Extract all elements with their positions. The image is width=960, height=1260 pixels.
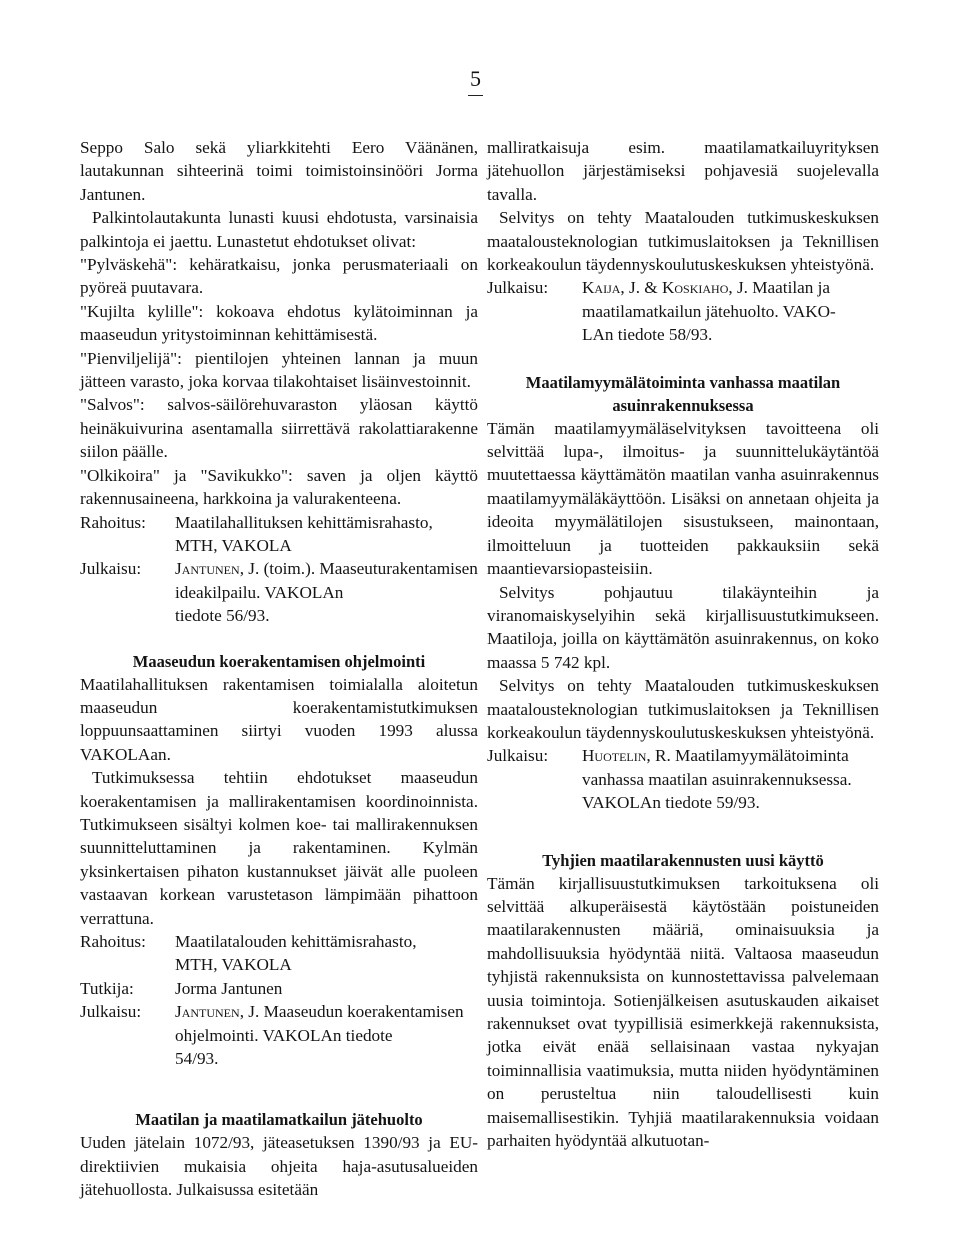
researcher-value: Jorma Jantunen xyxy=(175,978,283,998)
section4-paragraph-1: Tämän maatilamyymäläselvityksen tavoitteena oli selvittää lupa-, ilmoitus- ja suunnittelukäytäntöä muutettaessa käyttämätön maatilan vanha asuinrakennus maatilamyymäläkäyttöön. Lisäksi on annetaan ohjeita ja ideoita myymälätilojen sisustukseen, mainontaan, ilmoitteluun ja tuotteiden pakkauksiin sekä maantievarsiopasteisiin. xyxy=(487,418,879,579)
entry-kujilta-kylille: "Kujilta kylille": kokoava ehdotus kylätoiminnan ja maaseudun yritystoiminnan kehittämisestä. xyxy=(80,301,478,345)
section2-paragraph-2: Tutkimuksessa tehtiin ehdotukset maaseudun koerakentamisen ja mallirakentamisen koordinoinnista. Tutkimukseen sisältyi kolmen koe- tai mallirakennuksen suunnitteluttaminen ja rakentaminen. Kylmän yksinkertaisen pihaton kustannukset jäivät alle puoleen vastaavan korkean varustetason lämpimään pihattoon verrattuna. xyxy=(80,768,478,928)
publication-series: LAn tiedote 58/93. xyxy=(582,325,713,345)
publication-series: 54/93. xyxy=(175,1049,219,1069)
section-heading-koerakentaminen: Maaseudun koerakentamisen ohjelmointi xyxy=(132,651,426,671)
publication-title: , J. Maaseudun koerakentamisen ohjelmointi. VAKOLAn tiedote xyxy=(175,1002,464,1045)
publication-label: Julkaisu: xyxy=(487,278,549,298)
publication-row-3 xyxy=(487,276,879,346)
publication-label: Julkaisu: xyxy=(80,1002,142,1022)
publication-series: tiedote 56/93. xyxy=(175,606,270,626)
publication-author: Kaija, J. & Koskiaho xyxy=(582,278,729,298)
publication-author: Jantunen xyxy=(175,1002,240,1022)
funding-label: Rahoitus: xyxy=(80,512,146,532)
funding-value-line2: MTH, VAKOLA xyxy=(175,535,292,555)
entry-salvos: "Salvos": salvos-säilörehuvaraston yläosan käyttö heinäkuivurina asentamalla siirrettävä rakolattiarakenne siilon päälle. xyxy=(80,395,478,462)
continuation-paragraph: malliratkaisuja esim. maatilamatkailuyrityksen jätehuollon järjestämiseksi pohjavesiä suojelevalla tavalla. xyxy=(487,138,879,204)
entry-pienviljelija: "Pienviljelijä": pientilojen yhteinen lannan ja muun jätteen varasto, joka korvaa tilakohtaiset lisäinvestoinnit. xyxy=(80,348,478,392)
funding-value-line1: Maatilahallituksen kehittämisrahasto, xyxy=(175,512,433,532)
publication-author: Jantunen xyxy=(175,559,240,579)
publication-title-line2: maatilamatkailun jätehuolto. VAKO- xyxy=(582,301,836,321)
researcher-row xyxy=(80,977,478,1000)
right-column xyxy=(487,136,879,1152)
publication-title: , J. Maatilan ja xyxy=(728,278,831,298)
funding-value-line2: MTH, VAKOLA xyxy=(175,955,292,975)
section-heading-jatehuolto: Maatilan ja maatilamatkailun jätehuolto xyxy=(135,1110,423,1130)
publication-title: , J. (toim.). Maaseuturakentamisen ideakilpailu. VAKOLAn xyxy=(175,559,478,602)
section2-paragraph-1: Maatilahallituksen rakentamisen toimialalla aloitetun maaseudun koerakentamistutkimuksen loppuunsaattaminen siirtyi vuoden 1993 alussa VAKOLAan. xyxy=(80,674,478,764)
page-number: 5 xyxy=(468,66,483,96)
funding-row-1 xyxy=(80,511,478,558)
funding-value-line1: Maatilatalouden kehittämisrahasto, xyxy=(175,932,417,951)
section5-paragraph-1: Tämän kirjallisuustutkimuksen tarkoituksena oli selvittää alkuperäisestä käytöstään poistuneiden maatilarakennusten määriä, ominaisuuksia ja mahdollisuuksia hyödyntää niitä. Valtaosa maaseudun tyhjistä rakennuksista on kunnostettavissa palvelemaan uusia toimintoja. Sotienjälkeisen asutuskauden aikaiset rakennukset ovat tyypillisiä esimerkkejä rakennuksista, jotka eivät enää sellaisinaan vastaa nykyajan toiminnallisia vaatimuksia, mutta niiden hyödyntäminen on perusteltua niin taloudellisesti kuin maisemallisestikin. Tyhjiä maatilarakennuksia voidaan parhaiten hyödyntää alkutuotan- xyxy=(487,873,879,1151)
section3-paragraph-1: Uuden jätelain 1072/93, jäteasetuksen 1390/93 ja EU-direktiivien mukaisia ohjeita haja-asutusalueiden jätehuollosta. Julkaisussa esitetään xyxy=(80,1133,478,1200)
publication-label: Julkaisu: xyxy=(487,746,549,766)
funding-row-2 xyxy=(80,930,478,977)
funding-label: Rahoitus: xyxy=(80,932,146,951)
intro-paragraph-2: Palkintolautakunta lunasti kuusi ehdotusta, varsinaisia palkintoja ei jaettu. Lunastetut ehdotukset olivat: xyxy=(80,208,478,251)
publication-title: , R. Maatilamyymälätoiminta vanhassa maatilan asuinrakennuksessa. VAKOLAn tiedote 59/93. xyxy=(582,746,852,813)
section-heading-maatilamyymala: Maatilamyymälätoiminta vanhassa maatilan asuinrakennuksessa xyxy=(525,372,841,415)
survey-paragraph-1: Selvitys on tehty Maatalouden tutkimuskeskuksen maatalousteknologian tutkimuslaitoksen ja Teknillisen korkeakoulun täydennyskoulutuskeskuksen yhteistyönä. xyxy=(487,208,879,275)
left-column xyxy=(80,136,478,1202)
publication-author: Huotelin xyxy=(582,746,647,766)
entry-pylvaskeha: "Pylväskehä": kehäratkaisu, jonka perusmateriaali on pyöreä puutavara. xyxy=(80,255,478,298)
publication-row-2 xyxy=(80,1000,478,1070)
publication-label: Julkaisu: xyxy=(80,559,142,579)
section-heading-tyhjat-rakennukset: Tyhjien maatilarakennusten uusi käyttö xyxy=(542,850,824,870)
publication-row-4 xyxy=(487,744,879,814)
survey-paragraph-2: Selvitys on tehty Maatalouden tutkimuskeskuksen maatalousteknologian tutkimuslaitoksen ja Teknillisen korkeakoulun täydennyskoulutuskeskuksen yhteistyönä. xyxy=(487,676,879,742)
intro-paragraph-1: Seppo Salo sekä yliarkkitehti Eero Väänänen, lautakunnan sihteerinä toimi toimistoinsinööri Jorma Jantunen. xyxy=(80,138,478,204)
entry-olkikoira-savikukko: "Olkikoira" ja "Savikukko": saven ja oljen käyttö rakennusaineena, harkkoina ja valurakenteena. xyxy=(80,465,478,509)
publication-row-1 xyxy=(80,557,478,627)
researcher-label: Tutkija: xyxy=(80,978,134,998)
section4-paragraph-2: Selvitys pohjautuu tilakäynteihin ja viranomaiskyselyihin sekä kirjallisuustutkimukseen. Maatiloja, joilla on käyttämätön asuinrakennus, on koko maassa 5 742 kpl. xyxy=(487,582,879,672)
